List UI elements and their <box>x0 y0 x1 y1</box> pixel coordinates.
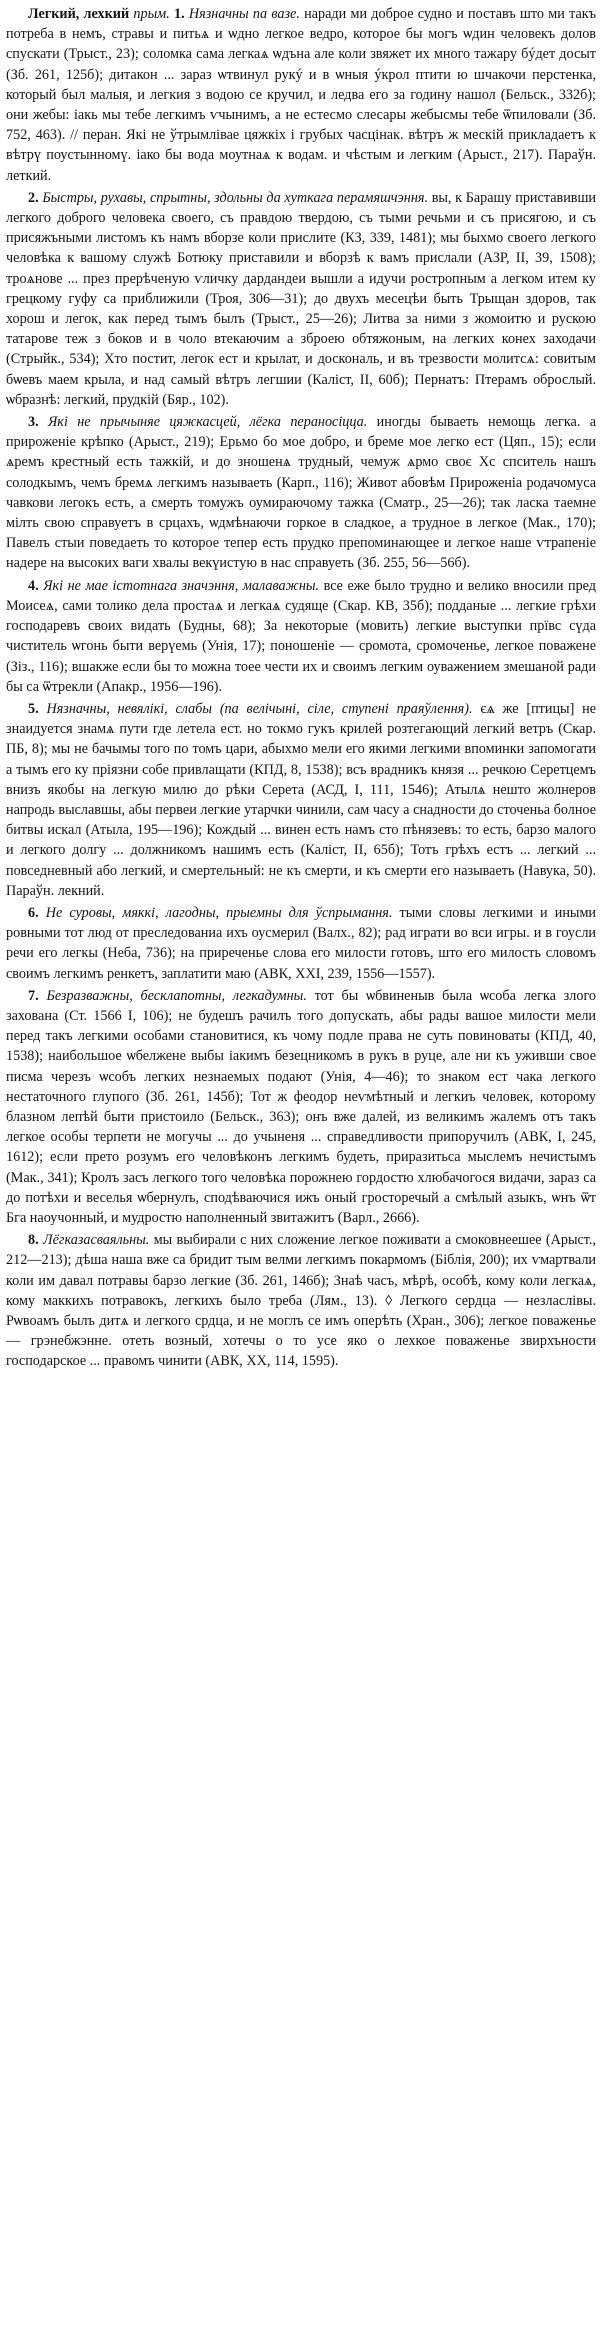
sense-definition: Быстры, рухавы, спрытны, здольны да хуткага перамяшчэння. <box>42 189 429 206</box>
sense-5 <box>6 699 596 901</box>
sense-2 <box>6 188 596 410</box>
sense-8 <box>6 1230 596 1371</box>
sense-citations: иногды бываеть немощь легка. а прироженіе крѣпко (Арыст., 219); Ерьмо бо мое добро, и бреме мое легко ест (Цяп., 15); если ѧремъ крестный есть тажкій, и до зношенѧ трудный, чемуж ѧрмо своє Хс спситель нашъ солодкымъ, чемъ бремѧ легкимъ называеть (Карп., 116); Живот абовѣм Прироженіа родачомуса чавкови легокъ есть, а смерть томужъ оумираючому тажка (Сматр., 25—26); так ласка таемне мілть свою справуетъ в срцахъ, ѡдмѣнаючи горкое в сладкое, а трудное в легкое (Мак., 170); Павелъ стыи поведаеть то которое тепер есть прудко препоминающее и легкое наше ѵтрапеніе надере на высоких ваги хвалы векүистую в нас справуеть (Зб. 255, 56—56б). <box>6 414 597 572</box>
part-of-speech: прым. <box>133 6 170 22</box>
sense-citations: тот бы ѡбвиненыв была ѡсоба легка злого захована (Ст. 1566 I, 106); не будешъ рачилъ того допускать, абы рады вашое милости мели перед такъ легкими особами становитися, къ чому подле права не суть повиноваты (КПД, 40, 1538); наибольшое ѡбелжене выбы іакимъ безецникомъ в рукъ в руце, але ни къ уживши свое писма черезъ ѡсобъ легких незнаемых подают (Унія, 4—46); то знаком ест чака легкого нестаточного глупого (Зб. 261, 145б); Тот ж феодор неѵмѣтный и легкиъ человек, которому блазном лепѣй быти пристоило (Бельск., 363); онъ вже далей, из великимъ жалемъ отъ такъ легкое особы терпети не могучы ... до учыненя ... справедливости припоручилъ (АВК, I, 245, 1612); если прето розумъ его человѣконъ легкимъ будеть, приразитьса мыслемъ нечистымъ (Мак., 341); Кролъ засъ легкого того человѣка порожнею гордостю хлюбачогося видачи, зараз са до потѣхи и веселья ѡбернулъ, сподѣваючися ижъ оный гросторечый а смѣлый азыкъ, ѡнъ ѿт Бга наоучонный, и мудростю наполненный звитажитъ (Варл., 2666). <box>6 987 597 1226</box>
sense-citations: вы, к Барашу приставивши легкого доброго человека своего, съ правдою твердою, съ тыми речьми и съ присягою, и съ присяжъными листомъ къ намъ вборзе коли прислите (КЗ, 339, 1481); мы быхмо своего легкого человѣка к вашому служѣ Ботюку приставили и вборзѣ к вамъ прислали (АЗР, II, 39, 1508); троѧнове ... през прерѣченую ѵличку дардандеи вышли а идучи ростропным а легком итем ку грецкому гуфу са приближили (Троя, 306—31); до двухъ месецѣи быть Трыщан здоров, так хорош и легок, как перед тымъ былъ (Трыст., 25—26); Литва за ними з жомоитю и рускою татарове теж з боков и в чоло втекаючим а зброею обтяжоным, на легких конех заходачи (Стрыйк., 534); Хто постит, легок ест и крылат, и доскональ, и въ трезвости молитсѧ: совитым бѡевъ маем крыла, и над самый вѣтръ легшии (Каліст, II, 60б); Пернатъ: Птерамъ оброслый. ѡбразнѣ: легкий, прудкій (Бяр., 102). <box>6 189 596 408</box>
sense-6 <box>6 903 596 984</box>
sense-definition: Не суровы, мяккі, лагодны, прыемны для ўспрымання. <box>45 904 393 921</box>
sense-definition: Нязначны па вазе. <box>188 6 300 22</box>
sense-number: 4. <box>28 577 39 594</box>
sense-4 <box>6 576 596 697</box>
sense-citations: єѧ же [птицы] не знаидуется знамѧ пути где летела ест. но токмо гукъ крилей розтегающий легкий ветръ (Скар. ПБ, 8); мы не бачымы того по томъ цари, абыхмо мели его якими легкими впоминки запомогати а тымъ его ку прiязни собе привлащати (КПД, 8, 1538); всъ врадникъ князя ... речкою Серетцемъ внизъ якобы на легкую милю до рѣки Серета (АСД, I, 111, 1546); Атылѧ нешто жолнеров напродь выславшы, абы первеи легкие утарчки чинили, сам часу а снадности до сточеньа болное битвы искал (Атыла, 195—196); Кождый ... винен есть намъ сто пѣнязевъ: то есть, барзо малого и легкого долгу ... должникомъ нашимъ есть (Каліст, II, 65б); Тотъ грѣхъ естъ ... легкий ... повседневный або легкий, и смертельный: не къ смерти, и къ смерти его называеть (Навука, 50). Параўн. лекний. <box>6 700 597 899</box>
sense-number: 3. <box>28 414 39 431</box>
sense-7 <box>6 986 596 1228</box>
sense-number: 5. <box>28 700 39 717</box>
sense-number: 8. <box>28 1232 39 1249</box>
sense-number: 1. <box>174 6 185 22</box>
sense-citations: мы выбирали с них сложение легкое поживати а смоковнеешее (Арыст., 212—213); дѣша наша вже са бридит тым велми легкимъ покармомъ (Біблія, 200); их ѵмартвали коли им давал потравы барзо легкие (Зб. 261, 146б); Знаѣ часъ, мѣрѣ, особѣ, кому коли легкаѧ, кому маккихъ потравокъ, легкихъ было треба (Лям., 13). ◊ Легкого сердца — незласлівы. Рѡвоамъ былъ дитѧ и легкого срдца, и не моглъ се имъ оперѣть (Хран., 306); легкое поваженье — грэнебжэнне. отеть возный, хотечы о то усе яко о лехкое поваженье звирхъности господарское ... правомъ чинити (АВК, XX, 114, 1595). <box>6 1232 597 1370</box>
sense-number: 7. <box>28 987 39 1004</box>
sense-3 <box>6 412 596 574</box>
sense-definition: Нязначны, невялікі, слабы (па велічыні, сіле, ступені праяўлення). <box>46 700 473 717</box>
sense-definition: Які не прычыняе цяжкасцей, лёгка пераносіцца. <box>47 414 368 431</box>
sense-definition: Безразважны, бесклапотны, легкадумны. <box>46 987 307 1004</box>
sense-1 <box>6 4 596 186</box>
sense-definition: Лёгказасваяльны. <box>43 1232 150 1249</box>
sense-citations: тыми словы легкими и иными ровными тот люд от преследованиа ихъ оусмерил (Валх., 82); рад играти во вси игры. и в гоусли речи его легкы (Неба, 736); на приреченье слова его милости готовъ, што его милость словомъ своимъ легкимъ ренкетъ, заплатити маю (АВК, XXI, 239, 1556—1557). <box>6 904 597 982</box>
sense-citations: все еже было трудно и велико вносили пред Моисеѧ, сами толико дела простаѧ и легкаѧ судяще (Скар. КВ, 35б); подданые ... легкие грѣхи господаревъ своих видать (Будны, 68); За некоторые (мовить) легкие выступки прївс сүда чиститель ѡгонь быти верүемь (Унія, 17); поношеніе — сромота, сромоченье, легкое поважене (Зіз., 116); вшакже если бы то можна тоее чести их и своимъ легким оуважением змешаной ради бы са ѿтрекли (Апакр., 1956—196). <box>6 577 597 695</box>
sense-number: 2. <box>28 189 39 206</box>
sense-number: 6. <box>28 904 39 921</box>
sense-citations: наради ми доброе судно и поставъ што ми такъ потреба в немъ, стравы и питьѧ и ѡдно легкое ведро, которое бы могъ ѡдин человекъ долов спускати (Трыст., 23); соломка сама легкаѧ ѡдъна але коли звяжет их много тажару бýдет досыт (Зб. 261, 125б); дитакон ... зараз ѡтвинул рукý и в ѡныя ýкрол птити ю шчакочи перстенка, который был малыя, и легкия з водою се кручил, и ледва его за годину нашол (Бельск., 332б); они жебы: іакь мы тебе легкимъ ѵчынимъ, а не естесмо слесары жебысмы тебе ѿпиловали (Зб. 752, 463). // перан. Які не ўтрымлівае цяжкіх і грубых часцінак. вѣтръ ж мескій прикладаетъ к вѣтрү поустынномү. іако бы вода моутнаѧ к водам. и чѣстым и легким (Арыст., 217). Параўн. леткий. <box>6 6 596 184</box>
headword: Легкий, лехкий <box>28 6 130 22</box>
sense-definition: Які не мае істотнага значэння, малаважны. <box>43 577 320 594</box>
